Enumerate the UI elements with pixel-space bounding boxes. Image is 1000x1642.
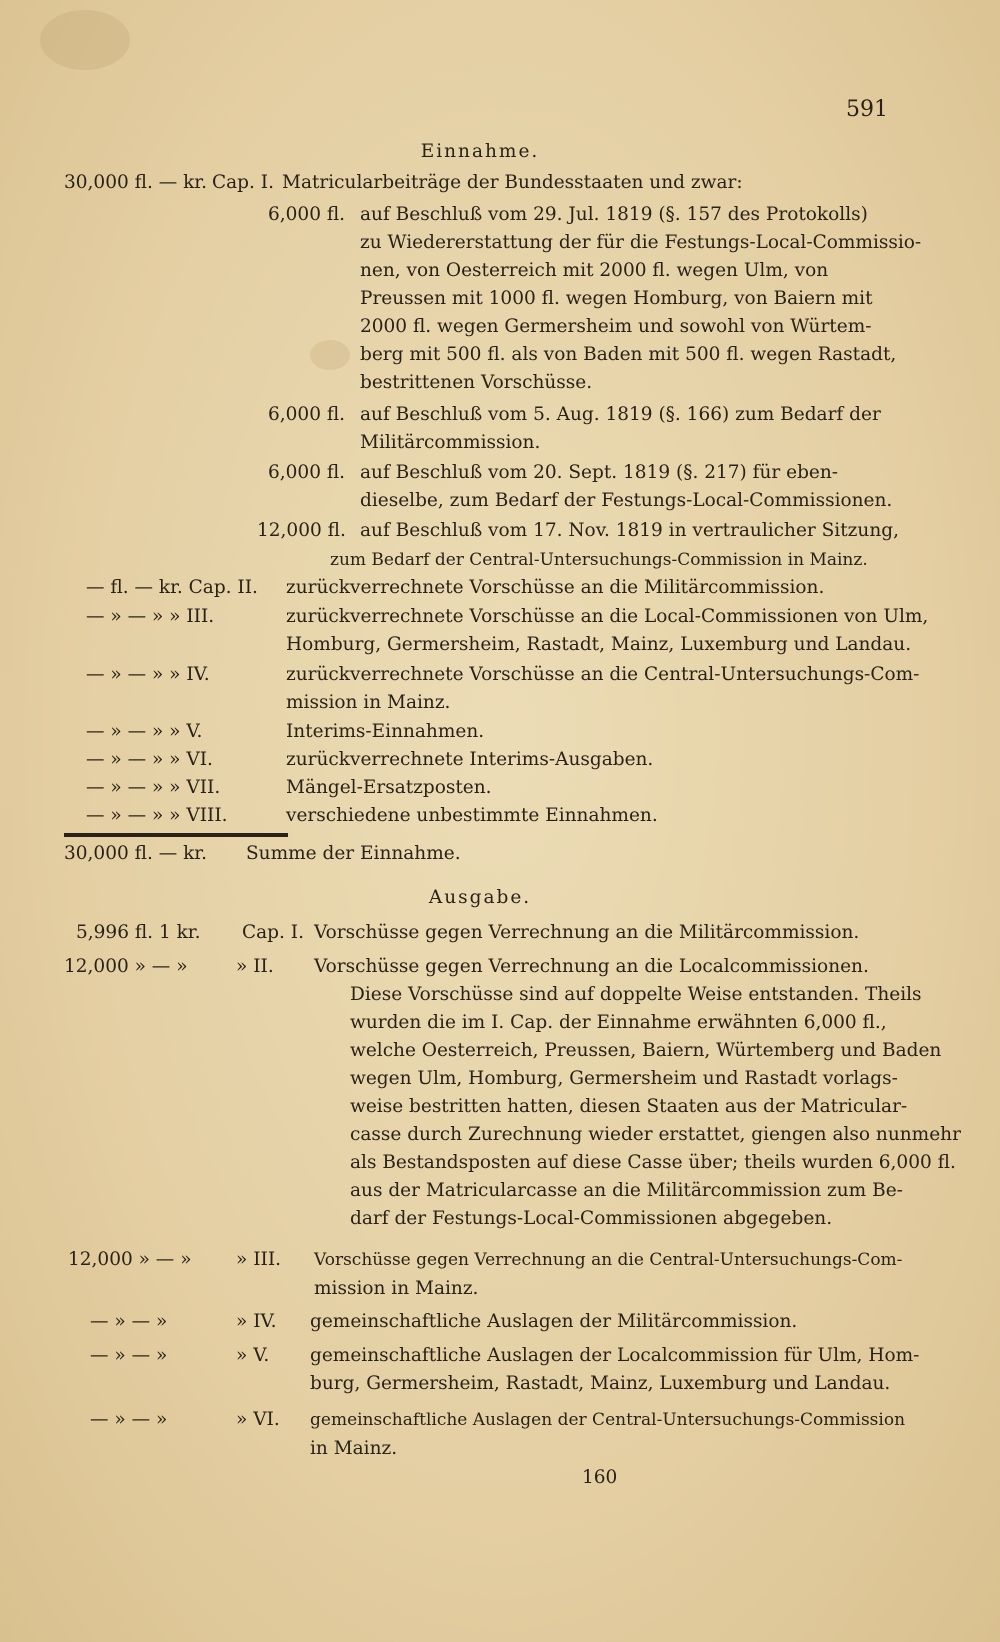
ausgabe-amount: — » — » <box>90 1409 168 1430</box>
ausgabe-line: Vorschüsse gegen Verrechnung an die Militärcommission. <box>314 922 860 943</box>
ausgabe-line: in Mainz. <box>310 1438 398 1459</box>
sum-label: Summe der Einnahme. <box>246 843 461 864</box>
ausgabe-line: aus der Matricularcasse an die Militärcommission zum Be- <box>350 1180 903 1201</box>
item-line: auf Beschluß vom 5. Aug. 1819 (§. 166) zum Bedarf der <box>360 404 881 425</box>
item-line: auf Beschluß vom 20. Sept. 1819 (§. 217) für eben- <box>360 462 839 483</box>
cap-line: zurückverrechnete Vorschüsse an die Central-Untersuchungs-Com- <box>286 664 920 685</box>
item-amount: 6,000 fl. <box>268 462 346 483</box>
ausgabe-line: gemeinschaftliche Auslagen der Localcommission für Ulm, Hom- <box>310 1345 920 1366</box>
ausgabe-amount: 12,000 » — » <box>68 1249 192 1270</box>
ausgabe-line: welche Oesterreich, Preussen, Baiern, Würtemberg und Baden <box>350 1040 942 1061</box>
item-amount: 6,000 fl. <box>268 404 346 425</box>
ausgabe-cap: » II. <box>236 956 274 977</box>
ausgabe-line: wegen Ulm, Homburg, Germersheim und Rastadt vorlags- <box>350 1068 898 1089</box>
page-number: 591 <box>846 97 888 122</box>
ausgabe-line: Vorschüsse gegen Verrechnung an die Localcommissionen. <box>314 956 869 977</box>
ausgabe-line: als Bestandsposten auf diese Casse über; theils wurden 6,000 fl. <box>350 1152 956 1173</box>
item-amount: 12,000 fl. <box>257 520 346 541</box>
ausgabe-line: wurden die im I. Cap. der Einnahme erwähnten 6,000 fl., <box>350 1012 887 1033</box>
paper-stain <box>310 340 350 370</box>
cap1-label: Cap. I. <box>212 172 274 193</box>
sum-rule <box>64 833 288 837</box>
ausgabe-line: darf der Festungs-Local-Commissionen abgegeben. <box>350 1208 833 1229</box>
ausgabe-line: gemeinschaftliche Auslagen der Central-Untersuchungs-Commission <box>310 1410 906 1430</box>
paper-stain <box>40 10 130 70</box>
ausgabe-line: weise bestritten hatten, diesen Staaten aus der Matricular- <box>350 1096 908 1117</box>
cap-line: zurückverrechnete Vorschüsse an die Militärcommission. <box>286 577 825 598</box>
cap1-text: Matricularbeiträge der Bundesstaaten und zwar: <box>282 172 743 193</box>
sum-amount: 30,000 fl. — kr. <box>64 843 207 864</box>
heading-ausgabe: Ausgabe. <box>428 887 532 908</box>
item-line: Preussen mit 1000 fl. wegen Homburg, von Baiern mit <box>360 288 873 309</box>
cap1-amount: 30,000 fl. — kr. <box>64 172 207 193</box>
ausgabe-line: burg, Germersheim, Rastadt, Mainz, Luxemburg und Landau. <box>310 1373 891 1394</box>
ausgabe-amount: 12,000 » — » <box>64 956 188 977</box>
item-amount: 6,000 fl. <box>268 204 346 225</box>
ausgabe-amount: — » — » <box>90 1311 168 1332</box>
cap-line: mission in Mainz. <box>286 692 451 713</box>
cap-prefix: — » — » » V. <box>86 721 203 742</box>
item-line: dieselbe, zum Bedarf der Festungs-Local-Commissionen. <box>360 490 893 511</box>
ausgabe-cap: » III. <box>236 1249 282 1270</box>
cap-prefix: — » — » » IV. <box>86 664 210 685</box>
signature-mark: 160 <box>582 1467 618 1488</box>
ausgabe-cap: » V. <box>236 1345 270 1366</box>
ausgabe-cap: Cap. I. <box>242 922 304 943</box>
item-line: berg mit 500 fl. als von Baden mit 500 fl. wegen Rastadt, <box>360 344 897 365</box>
cap-prefix: — » — » » VII. <box>86 777 221 798</box>
cap-line: Homburg, Germersheim, Rastadt, Mainz, Luxemburg und Landau. <box>286 634 912 655</box>
item-line: 2000 fl. wegen Germersheim und sowohl von Würtem- <box>360 316 872 337</box>
item-line: auf Beschluß vom 29. Jul. 1819 (§. 157 des Protokolls) <box>360 204 868 225</box>
item-line: zu Wiedererstattung der für die Festungs-Local-Commissio- <box>360 232 922 253</box>
ausgabe-line: casse durch Zurechnung wieder erstattet, giengen also nunmehr <box>350 1124 961 1145</box>
item-line: bestrittenen Vorschüsse. <box>360 372 593 393</box>
ausgabe-line: gemeinschaftliche Auslagen der Militärcommission. <box>310 1311 798 1332</box>
cap-line: zurückverrechnete Interims-Ausgaben. <box>286 749 654 770</box>
item-line: zum Bedarf der Central-Untersuchungs-Commission in Mainz. <box>330 550 868 570</box>
ausgabe-line: mission in Mainz. <box>314 1278 479 1299</box>
cap-line: Interims-Einnahmen. <box>286 721 485 742</box>
cap-line: zurückverrechnete Vorschüsse an die Local-Commissionen von Ulm, <box>286 606 929 627</box>
ausgabe-line: Diese Vorschüsse sind auf doppelte Weise entstanden. Theils <box>350 984 922 1005</box>
cap-prefix: — fl. — kr. Cap. II. <box>86 577 258 598</box>
item-line: Militärcommission. <box>360 432 541 453</box>
ausgabe-cap: » IV. <box>236 1311 277 1332</box>
item-line: auf Beschluß vom 17. Nov. 1819 in vertraulicher Sitzung, <box>360 520 899 541</box>
ausgabe-line: Vorschüsse gegen Verrechnung an die Central-Untersuchungs-Com- <box>314 1250 903 1270</box>
cap-prefix: — » — » » III. <box>86 606 215 627</box>
heading-einnahme: Einnahme. <box>420 141 540 162</box>
cap-prefix: — » — » » VIII. <box>86 805 228 826</box>
cap-line: Mängel-Ersatzposten. <box>286 777 492 798</box>
ausgabe-amount: — » — » <box>90 1345 168 1366</box>
cap-line: verschiedene unbestimmte Einnahmen. <box>286 805 658 826</box>
item-line: nen, von Oesterreich mit 2000 fl. wegen Ulm, von <box>360 260 829 281</box>
ausgabe-amount: 5,996 fl. 1 kr. <box>76 922 201 943</box>
ausgabe-cap: » VI. <box>236 1409 280 1430</box>
cap-prefix: — » — » » VI. <box>86 749 213 770</box>
